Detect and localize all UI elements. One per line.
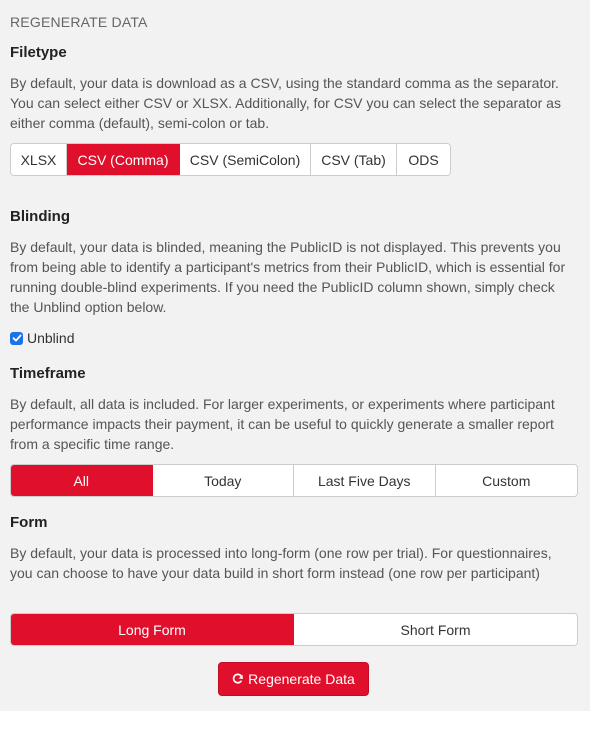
filetype-option-csv-semicolon[interactable]: CSV (SemiColon) — [180, 144, 311, 175]
form-heading: Form — [10, 514, 48, 531]
regenerate-data-label: Regenerate Data — [248, 671, 355, 687]
timeframe-option-all[interactable]: All — [11, 465, 153, 496]
filetype-selector — [10, 143, 451, 176]
filetype-option-xlsx[interactable]: XLSX — [11, 144, 67, 175]
section-title: REGENERATE DATA — [10, 14, 148, 30]
form-selector — [10, 613, 578, 646]
timeframe-heading: Timeframe — [10, 365, 86, 382]
blinding-heading: Blinding — [10, 208, 70, 225]
timeframe-option-today[interactable]: Today — [153, 465, 295, 496]
filetype-option-ods[interactable]: ODS — [397, 144, 450, 175]
timeframe-selector — [10, 464, 578, 497]
regenerate-data-button[interactable] — [218, 662, 369, 696]
timeframe-option-custom[interactable]: Custom — [436, 465, 578, 496]
refresh-icon — [232, 673, 244, 685]
unblind-option[interactable] — [10, 330, 74, 346]
unblind-label: Unblind — [27, 330, 75, 346]
filetype-description: By default, your data is download as a CSV, using the standard comma as the separator. You can select either CSV or XLSX. Additionally, for CSV you can select the separator as either comma (default), semi-colon or tab. — [10, 75, 561, 131]
checkmark-icon — [12, 333, 22, 343]
form-description: By default, your data is processed into long-form (one row per trial). For questionnaires, you can choose to have your data build in short form instead (one row per participant) — [10, 545, 552, 581]
form-option-long-form[interactable]: Long Form — [11, 614, 294, 645]
form-option-short-form[interactable]: Short Form — [294, 614, 577, 645]
filetype-heading: Filetype — [10, 44, 67, 61]
filetype-option-csv-comma[interactable]: CSV (Comma) — [67, 144, 180, 175]
timeframe-option-last-five-days[interactable]: Last Five Days — [294, 465, 436, 496]
blinding-description: By default, your data is blinded, meaning the PublicID is not displayed. This prevents you from being able to identify a participant's metrics from their PublicID, which is essential for running double-blind experiments. If you need the PublicID column shown, simply check the Unblind option below. — [10, 239, 566, 315]
filetype-option-csv-tab[interactable]: CSV (Tab) — [311, 144, 397, 175]
unblind-checkbox[interactable] — [10, 332, 23, 345]
timeframe-description: By default, all data is included. For larger experiments, or experiments where participant performance impacts their payment, it can be useful to quickly generate a smaller report from a specific time range. — [10, 396, 555, 452]
